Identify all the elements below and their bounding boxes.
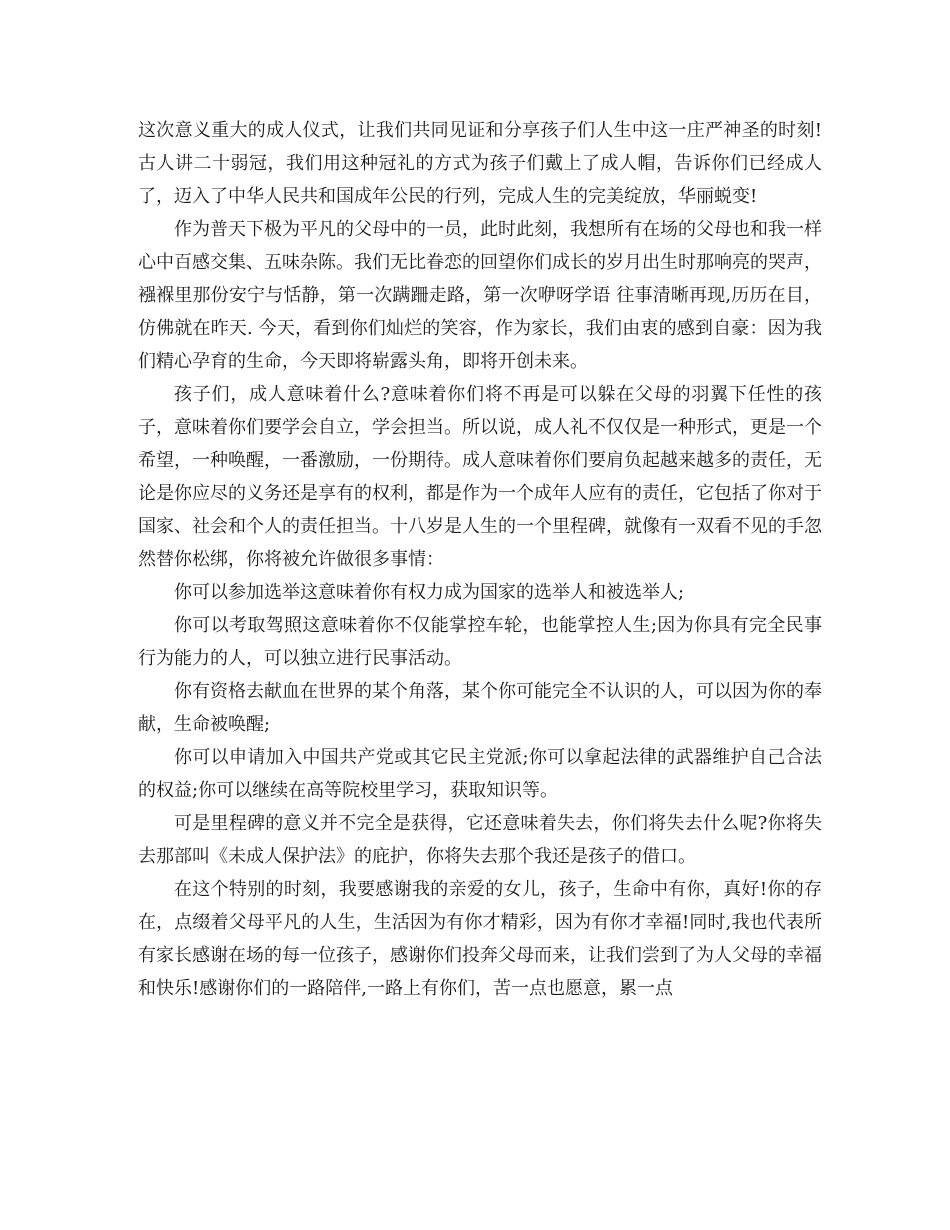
document-body (138, 114, 822, 1005)
paragraph-9: 在这个特别的时刻，我要感谢我的亲爱的女儿，孩子，生命中有你，真好!你的存在，点缀着父母平凡的人生，生活因为有你才精彩，因为有你才幸福!同时,我也代表所有家长感谢在场的每一位孩子，感谢你们投奔父母而来，让我们尝到了为人父母的幸福和快乐!感谢你们的一路陪伴,一路上有你们，苦一点也愿意，累一点 (138, 879, 822, 999)
paragraph-4: 你可以参加选举这意味着你有权力成为国家的选举人和被选举人; (174, 582, 685, 603)
paragraph-3: 孩子们，成人意味着什么?意味着你们将不再是可以躲在父母的羽翼下任性的孩子，意味着你们要学会自立，学会担当。所以说，成人礼不仅仅是一种形式，更是一个希望，一种唤醒，一番激励，一份期待。成人意味着你们要肩负起越来越多的责任，无论是你应尽的义务还是享有的权利，都是作为一个成年人应有的责任，它包括了你对于国家、社会和个人的责任担当。十八岁是人生的一个里程碑，就像有一双看不见的手忽然替你松绑，你将被允许做很多事情： (138, 384, 822, 570)
paragraph-8: 可是里程碑的意义并不完全是获得，它还意味着失去，你们将失去什么呢?你将失去那部叫《未成人保护法》的庇护，你将失去那个我还是孩子的借口。 (138, 813, 822, 867)
paragraph-1: 这次意义重大的成人仪式，让我们共同见证和分享孩子们人生中这一庄严神圣的时刻!古人讲二十弱冠，我们用这种冠礼的方式为孩子们戴上了成人帽，告诉你们已经成人了，迈入了中华人民共和国成年公民的行列，完成人生的完美绽放，华丽蜕变! (138, 120, 822, 207)
paragraph-6: 你有资格去献血在世界的某个角落，某个你可能完全不认识的人，可以因为你的奉献，生命被唤醒; (138, 681, 822, 735)
paragraph-2: 作为普天下极为平凡的父母中的一员，此时此刻，我想所有在场的父母也和我一样心中百感交集、五味杂陈。我们无比眷恋的回望你们成长的岁月出生时那响亮的哭声，襁褓里那份安宁与恬静，第一次蹒跚走路，第一次咿呀学语 往事清晰再现,历历在目，仿佛就在昨天. 今天，看到你们灿烂的笑容，作为家长，我们由衷的感到自豪：因为我们精心孕育的生命，今天即将崭露头角，即将开创未来。 (138, 219, 822, 372)
paragraph-7: 你可以申请加入中国共产党或其它民主党派;你可以拿起法律的武器维护自己合法的权益;你可以继续在高等院校里学习，获取知识等。 (138, 747, 822, 801)
paragraph-5: 你可以考取驾照这意味着你不仅能掌控车轮，也能掌控人生;因为你具有完全民事行为能力的人，可以独立进行民事活动。 (138, 615, 822, 669)
